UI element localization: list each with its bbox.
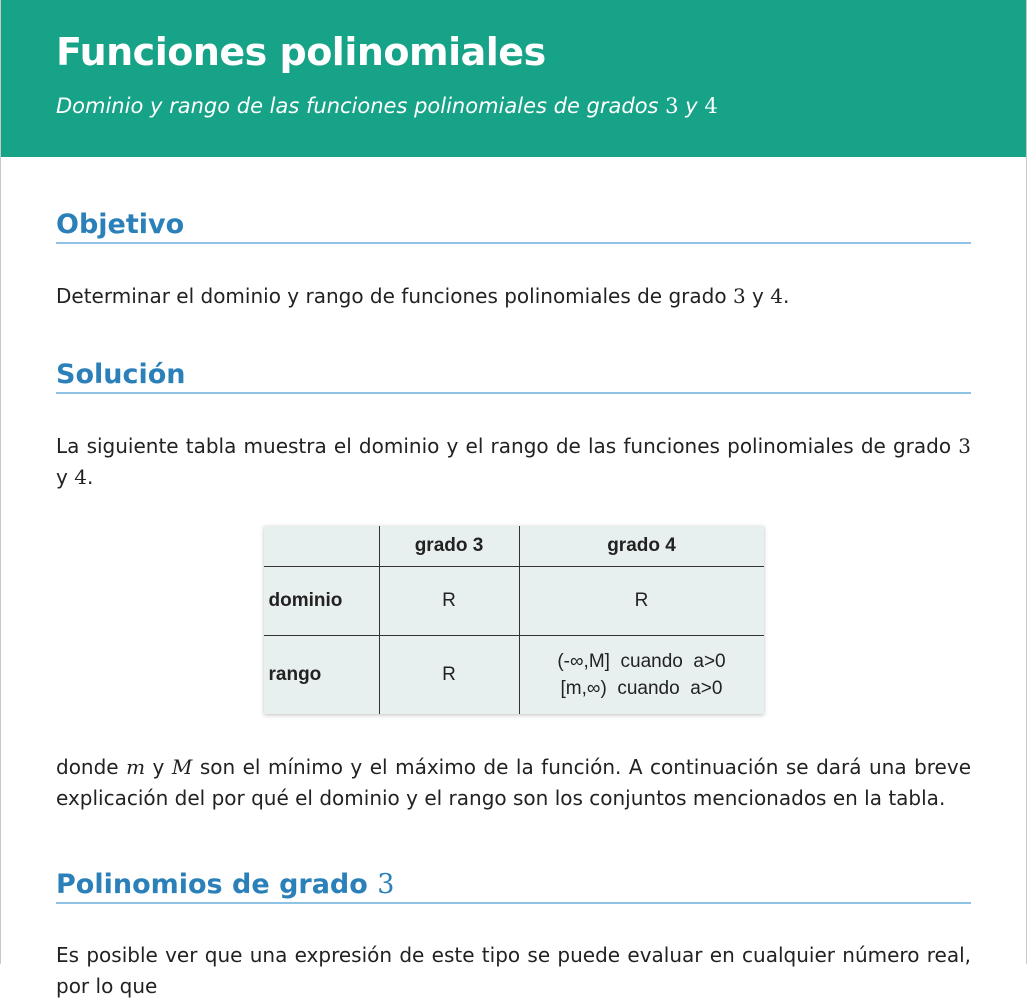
main-content — [1, 209, 1026, 1002]
subtitle-degree-4: 4 — [704, 94, 718, 118]
objetivo-text: Determinar el dominio y rango de funciones polinomiales de grado — [56, 284, 733, 308]
rango-grado-4-line-1: (-∞,M] cuando a>0 — [557, 651, 726, 672]
section-heading-objetivo: Objetivo — [56, 209, 971, 244]
solucion-period: . — [86, 465, 94, 489]
objetivo-paragraph — [56, 281, 971, 312]
section-heading-solucion: Solución — [56, 359, 971, 394]
col-header-grado-4: grado 4 — [519, 526, 764, 567]
page-subtitle — [56, 94, 971, 118]
var-M: M — [171, 755, 193, 779]
table-row-rango — [264, 636, 764, 715]
rango-grado-4 — [519, 636, 764, 715]
objetivo-degree-3: 3 — [732, 284, 746, 308]
row-label-dominio: dominio — [264, 567, 380, 636]
after-table-lead: donde — [56, 755, 127, 779]
after-table-text: son el mínimo y el máximo de la función. A continuación se dará una breve explicación del por qué el dominio y el rango son los conjuntos mencionados en la tabla. — [56, 755, 971, 810]
solucion-paragraph — [56, 431, 971, 493]
dominio-grado-4: R — [519, 567, 764, 636]
subtitle-connector: y — [678, 94, 705, 118]
objetivo-connector: y — [745, 284, 771, 308]
objetivo-degree-4: 4 — [770, 284, 783, 308]
subtitle-degree-3: 3 — [665, 94, 679, 118]
grado-3-paragraph-cut: Es posible ver que una expresión de este tipo se puede evaluar en cualquier número real, por lo que — [56, 943, 971, 998]
var-m: m — [126, 755, 146, 779]
page-title: Funciones polinomiales — [56, 30, 546, 74]
domain-range-table — [264, 526, 764, 714]
table-corner-cell — [264, 526, 380, 567]
solucion-connector: y — [56, 465, 75, 489]
header-banner — [1, 0, 1026, 157]
solucion-text: La siguiente tabla muestra el dominio y el rango de las funciones polinomiales de grado — [56, 434, 959, 458]
subtitle-text: Dominio y rango de las funciones polinomiales de grados — [56, 94, 666, 118]
rango-grado-4-line-2: [m,∞) cuando a>0 — [560, 678, 723, 699]
section-heading-grado-3 — [56, 869, 971, 904]
solucion-degree-4: 4 — [74, 465, 87, 489]
table-row-dominio — [264, 567, 764, 636]
table-header-row — [264, 526, 764, 567]
after-table-connector: y — [145, 755, 172, 779]
row-label-rango: rango — [264, 636, 380, 715]
grado-3-heading-text: Polinomios de grado — [56, 869, 378, 900]
dominio-grado-3: R — [379, 567, 519, 636]
grado-3-heading-number: 3 — [377, 869, 395, 900]
rango-grado-3: R — [379, 636, 519, 715]
domain-range-table-wrapper — [56, 526, 971, 714]
objetivo-period: . — [782, 284, 790, 308]
col-header-grado-3: grado 3 — [379, 526, 519, 567]
after-table-paragraph — [56, 752, 971, 814]
solucion-degree-3: 3 — [958, 434, 971, 458]
